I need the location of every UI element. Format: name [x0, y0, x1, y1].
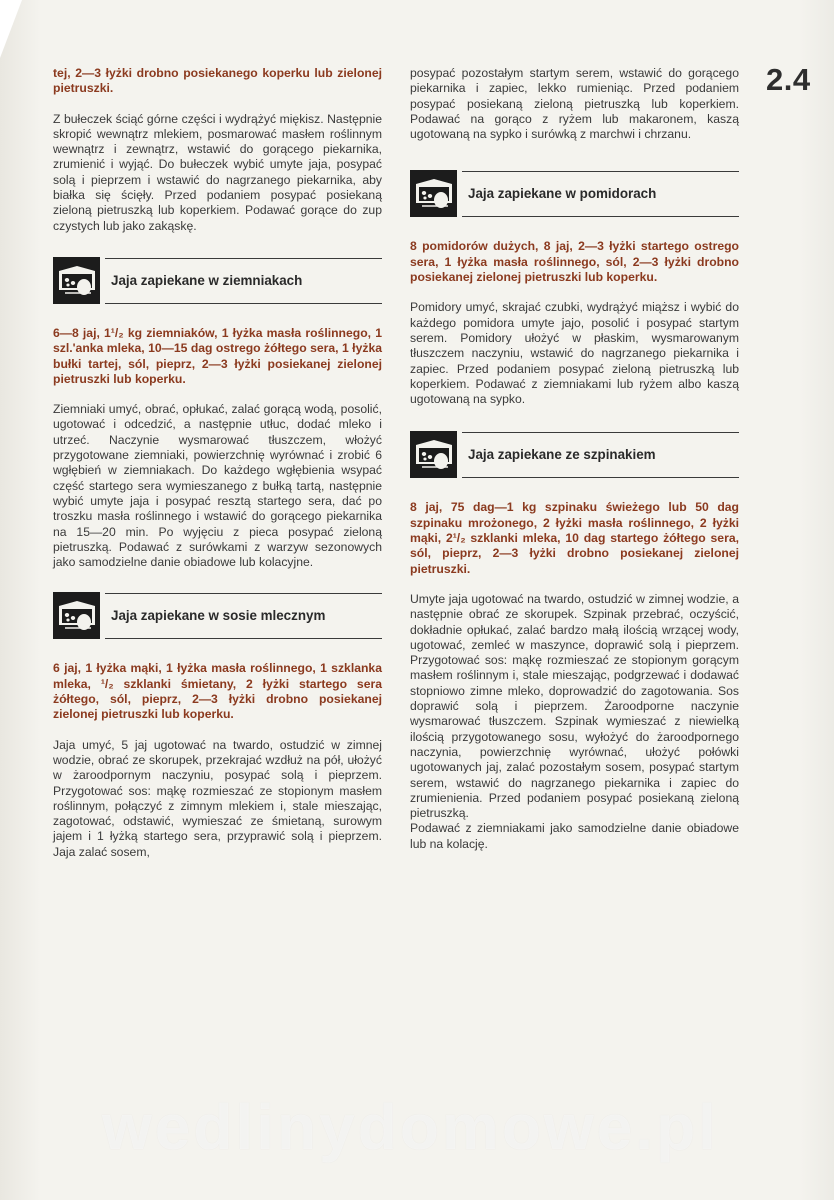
casserole-icon — [410, 431, 457, 478]
casserole-icon — [53, 592, 100, 639]
section-ingredients: 8 pomidorów dużych, 8 jaj, 2—3 łyżki startego ostrego sera, 1 łyżka masła roślinnego, sól, 2—3 łyżki drobno posiekanej zielonej pietruszki lub koperku. — [410, 239, 739, 285]
header-rule-top — [462, 171, 739, 172]
section-title: Jaja zapiekane ze szpinakiem — [468, 447, 656, 463]
section-header-pomidory — [410, 170, 739, 222]
torn-corner — [0, 0, 22, 58]
casserole-icon — [410, 170, 457, 217]
left-column — [53, 66, 382, 860]
section-ingredients: 6 jaj, 1 łyżka mąki, 1 łyżka masła roślinnego, 1 szklanka mleka, ¹/₂ szklanki śmietany, 2 łyżki startego sera żółtego, sól, pieprz, 2—3 łyżki drobno posiekanej zielonej pietruszki lub koperku. — [53, 661, 382, 722]
chapter-number: 2.4 — [766, 62, 811, 97]
header-rule-bottom — [105, 303, 382, 304]
header-rule-top — [105, 258, 382, 259]
section-header-ziemniaki — [53, 257, 382, 309]
section-body: Umyte jaja ugotować na twardo, ostudzić w zimnej wodzie, a następnie obrać ze skorupek. Szpinak przebrać, oczyścić, dokładnie opłukać, zalać bardzo małą ilością wrzącej wody, ugotować, zemleć w maszynce, doprawić solą i pieprzem. Przygotować sos: mąkę rozmieszać ze stopionym gorącym masłem roślinnym i, stale mieszając, podgrzewać i dodawać stopniowo zimne mleko, doprowadzić do zagotowania. Sos doprawić solą i pieprzem. Żaroodporne naczynie wysmarować tłuszczem. Szpinak wymieszać z niewielką ilością przygotowanego sosu, wyłożyć do żaroodpornego naczynia, powierzchnię wyrównać, ułożyć połówki ugotowanych jaj, zalać pozostałym sosem, posypać startym serem, wstawić do nagrzanego piekarnika i zapiec do zrumienienia. Przed podaniem posypać posiekaną zieloną pietruszką. — [410, 591, 739, 821]
header-rule-bottom — [462, 477, 739, 478]
section-header-szpinak — [410, 431, 739, 483]
section-title: Jaja zapiekane w ziemniakach — [111, 272, 303, 288]
intro-body: Z bułeczek ściąć górne części i wydrążyć miękisz. Następnie skropić wewnątrz mlekiem, posmarować masłem roślinnym wewnątrz i zewnątrz, wstawić do gorącego piekarnika, zrumienić i wyjąć. Do bułeczek wybić umyte jaja, posypać solą i pieprzem i wstawić do nagrzanego piekarnika, aby białka się ścięły. Przed podaniem posypać posiekaną zieloną pietruszką lub koperkiem. Podawać gorące do zup czystych lub jako zakąskę. — [53, 111, 382, 233]
intro-ingredients: tej, 2—3 łyżki drobno posiekanego koperku lub zielonej pietruszki. — [53, 66, 382, 96]
section-body: Jaja umyć, 5 jaj ugotować na twardo, ostudzić w zimnej wodzie, obrać ze skorupek, przekrajać wzdłuż na pół, ułożyć w żaroodpornym naczyniu, posypać solą i pieprzem. Przygotować sos: mąkę rozmieszać ze stopionym masłem roślinnym, połączyć z zimnym mlekiem i, stale mieszając, zagotować, odstawić, wymieszać ze śmietaną, surowym jajem i 1 łyżką startego sera, przyprawić solą i pieprzem. Jaja zalać sosem, — [53, 737, 382, 859]
header-rule-top — [462, 432, 739, 433]
section-body: Ziemniaki umyć, obrać, opłukać, zalać gorącą wodą, posolić, ugotować i odcedzić, a następnie utłuc, dodać mleko i utrzeć. Naczynie wysmarować tłuszczem, włożyć przygotowane ziemniaki, powierzchnię wyrównać i zrobić 6 wgłębień w ziemniakach. Do każdego wgłębienia wsypać część startego sera wymieszanego z bułką tartą, następnie wybić umyte jaja i posypać resztą startego sera, dać po troszku masła roślinnego i wstawić do gorącego piekarnika na 15—20 min. Po wyjęciu z pieca posypać zieloną pietruszką. Podawać z surówkami z warzyw sezonowych jako samodzielne danie obiadowe lub kolacyjne. — [53, 402, 382, 570]
section-title: Jaja zapiekane w pomidorach — [468, 186, 657, 202]
right-column — [410, 66, 739, 852]
header-rule-bottom — [105, 638, 382, 639]
section-ingredients: 6—8 jaj, 1¹/₂ kg ziemniaków, 1 łyżka masła roślinnego, 1 szl.'anka mleka, 10—15 dag ostrego żółtego sera, 1 łyżka bułki tartej, sól, pieprz, 2—3 łyżki posiekanej zielonej pietruszki lub koperku. — [53, 325, 382, 386]
casserole-icon — [53, 257, 100, 304]
section-ingredients: 8 jaj, 75 dag—1 kg szpinaku świeżego lub 50 dag szpinaku mrożonego, 2 łyżki masła roślinnego, 2 łyżki mąki, 2¹/₂ szklanki mleka, 10 dag startego żółtego sera, sól, pieprz, 2—3 łyżki drobno posiekanej zielonej pietruszki. — [410, 500, 739, 576]
header-rule-top — [105, 593, 382, 594]
section-title: Jaja zapiekane w sosie mlecznym — [111, 608, 326, 624]
section-body: Pomidory umyć, skrajać czubki, wydrążyć miąższ i wybić do każdego pomidora umyte jajo, posolić i posypać startym serem. Pomidory ułożyć w płaskim, wysmarowanym tłuszczem naczyniu, wstawić do nagrzanego piekarnika i zapiec. Przed podaniem posypać zieloną pietruszką lub koperkiem. Podawać z ziemniakami lub ryżem albo kaszą ugotowaną na sypko. — [410, 300, 739, 407]
serving-note: Podawać z ziemniakami jako samodzielne danie obiadowe lub na kolację. — [410, 821, 739, 851]
continued-body: posypać pozostałym startym serem, wstawić do gorącego piekarnika i zapiec, lekko rumieniąc. Przed podaniem posypać posiekaną zieloną pietruszką lub koperkiem. Podawać na gorąco z ryżem lub makaronem, kaszą ugotowaną na sypko i surówką z marchwi i chrzanu. — [410, 66, 739, 142]
section-header-sos-mleczny — [53, 592, 382, 644]
watermark: wedlinydomowe.pl — [102, 1091, 719, 1163]
header-rule-bottom — [462, 216, 739, 217]
